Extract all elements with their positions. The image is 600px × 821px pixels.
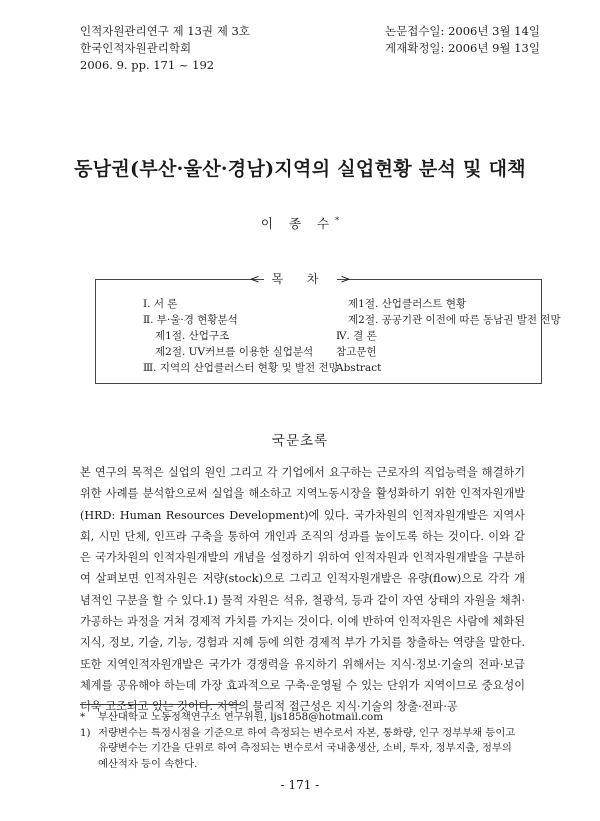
toc-item: 참고문헌 — [336, 346, 377, 358]
toc-heading: < 목 차 > — [249, 272, 351, 286]
toc-item: 제1절. 산업클러스트 현황 — [348, 298, 467, 310]
toc-item: 제1절. 산업구조 — [155, 330, 230, 342]
toc-item: Ⅳ. 결 론 — [336, 330, 377, 342]
toc-left-column — [143, 296, 339, 376]
toc-item: Ⅲ. 지역의 산업클러스터 현황 및 발전 전망 — [143, 362, 339, 374]
submission-info — [385, 23, 540, 57]
footnote-text: 저량변수는 특정시점을 기준으로 하여 측정되는 변수로서 자본, 통화량, 인구 정부부채 등이고 유량변수는 기간을 단위로 하여 측정되는 변수로서 국내총생산, 소비, 투자, 정부지출, 정부의 예산적자 등이 속한다. — [98, 726, 516, 770]
journal-volume: 인적자원관리연구 제 13권 제 3호 — [80, 24, 250, 38]
toc-item: 제2절. 공공기관 이전에 따른 동남권 발전 전망 — [348, 314, 561, 326]
toc-item: Ⅱ. 부·울·경 현황분석 — [143, 314, 238, 326]
author-name: 이 종 수 — [260, 216, 336, 231]
toc-item: Abstract — [336, 362, 382, 374]
abstract-heading: 국문초록 — [271, 433, 329, 449]
received-date: 논문접수일: 2006년 3월 14일 — [385, 24, 540, 38]
footnote — [80, 726, 525, 773]
footnotes — [80, 710, 525, 772]
accepted-date: 게재확정일: 2006년 9월 13일 — [385, 41, 540, 55]
toc-right-column — [336, 296, 561, 376]
abstract-body: 본 연구의 목적은 실업의 원인 그리고 각 기업에서 요구하는 근로자의 직업능력을 해결하기 위한 사례를 분석함으로써 실업을 해소하고 지역노동시장을 활성화하기 위한 인적자원개발(HRD: Human Resources Development)에 있다. 국가차원의 인적자원개발은 지역사회, 시민 단체, 인프라 구축을 통하여 개인과 조직의 성과를 높이도록 하는 것이다. 이와 같은 국가차원의 인적자원개발의 개념을 설정하기 위하여 인적자원과 인적자원개발을 구분하여 살펴보면 인적자원은 저량(stock)으로 그리고 인적자원개발은 유량(flow)으로 각각 개념적인 구분을 할 수 있다.1) 물적 자원은 석유, 철광석, 등과 같이 자연 상태의 자원을 채취·가공하는 과정을 거쳐 경제적 가치를 가지는 것이다. 이에 반하여 인적자원은 사람에 체화된 지식, 정보, 기술, 기능, 경험과 지혜 등에 의한 경제적 부가 가치를 창출하는 역량을 말한다. 또한 지역인적자원개발은 국가가 경쟁력을 유지하기 위해서는 지식·정보·기술의 전파·보급체계를 공유해야 하는데 가장 효과적으로 구축·운영될 수 있는 단위가 지역이므로 중요성이 더욱 고조되고 있는 것이다. 지역의 물리적 접근성은 지식·기술의 창출·전파·공 — [80, 466, 525, 714]
author — [0, 214, 600, 232]
footnote-text: 부산대학교 노동정책연구소 연구위원, ljs1858@hotmail.com — [98, 711, 383, 723]
journal-info — [80, 23, 250, 74]
footnote — [80, 710, 525, 726]
author-mark: * — [335, 215, 340, 225]
paper-title: 동남권(부산·울산·경남)지역의 실업현황 분석 및 대책 — [74, 158, 526, 180]
footnote-divider — [80, 704, 240, 705]
footnote-mark: 1) — [80, 726, 91, 739]
footnote-mark: * — [80, 711, 86, 723]
journal-pages: 2006. 9. pp. 171 ~ 192 — [80, 58, 215, 72]
toc-item: Ⅰ. 서 론 — [143, 298, 178, 310]
journal-society: 한국인적자원관리학회 — [80, 41, 192, 55]
toc-heading-label: 목 차 — [264, 272, 337, 286]
toc-item: 제2절. UV커브를 이용한 실업분석 — [155, 346, 314, 358]
page-number: - 171 - — [280, 778, 320, 792]
